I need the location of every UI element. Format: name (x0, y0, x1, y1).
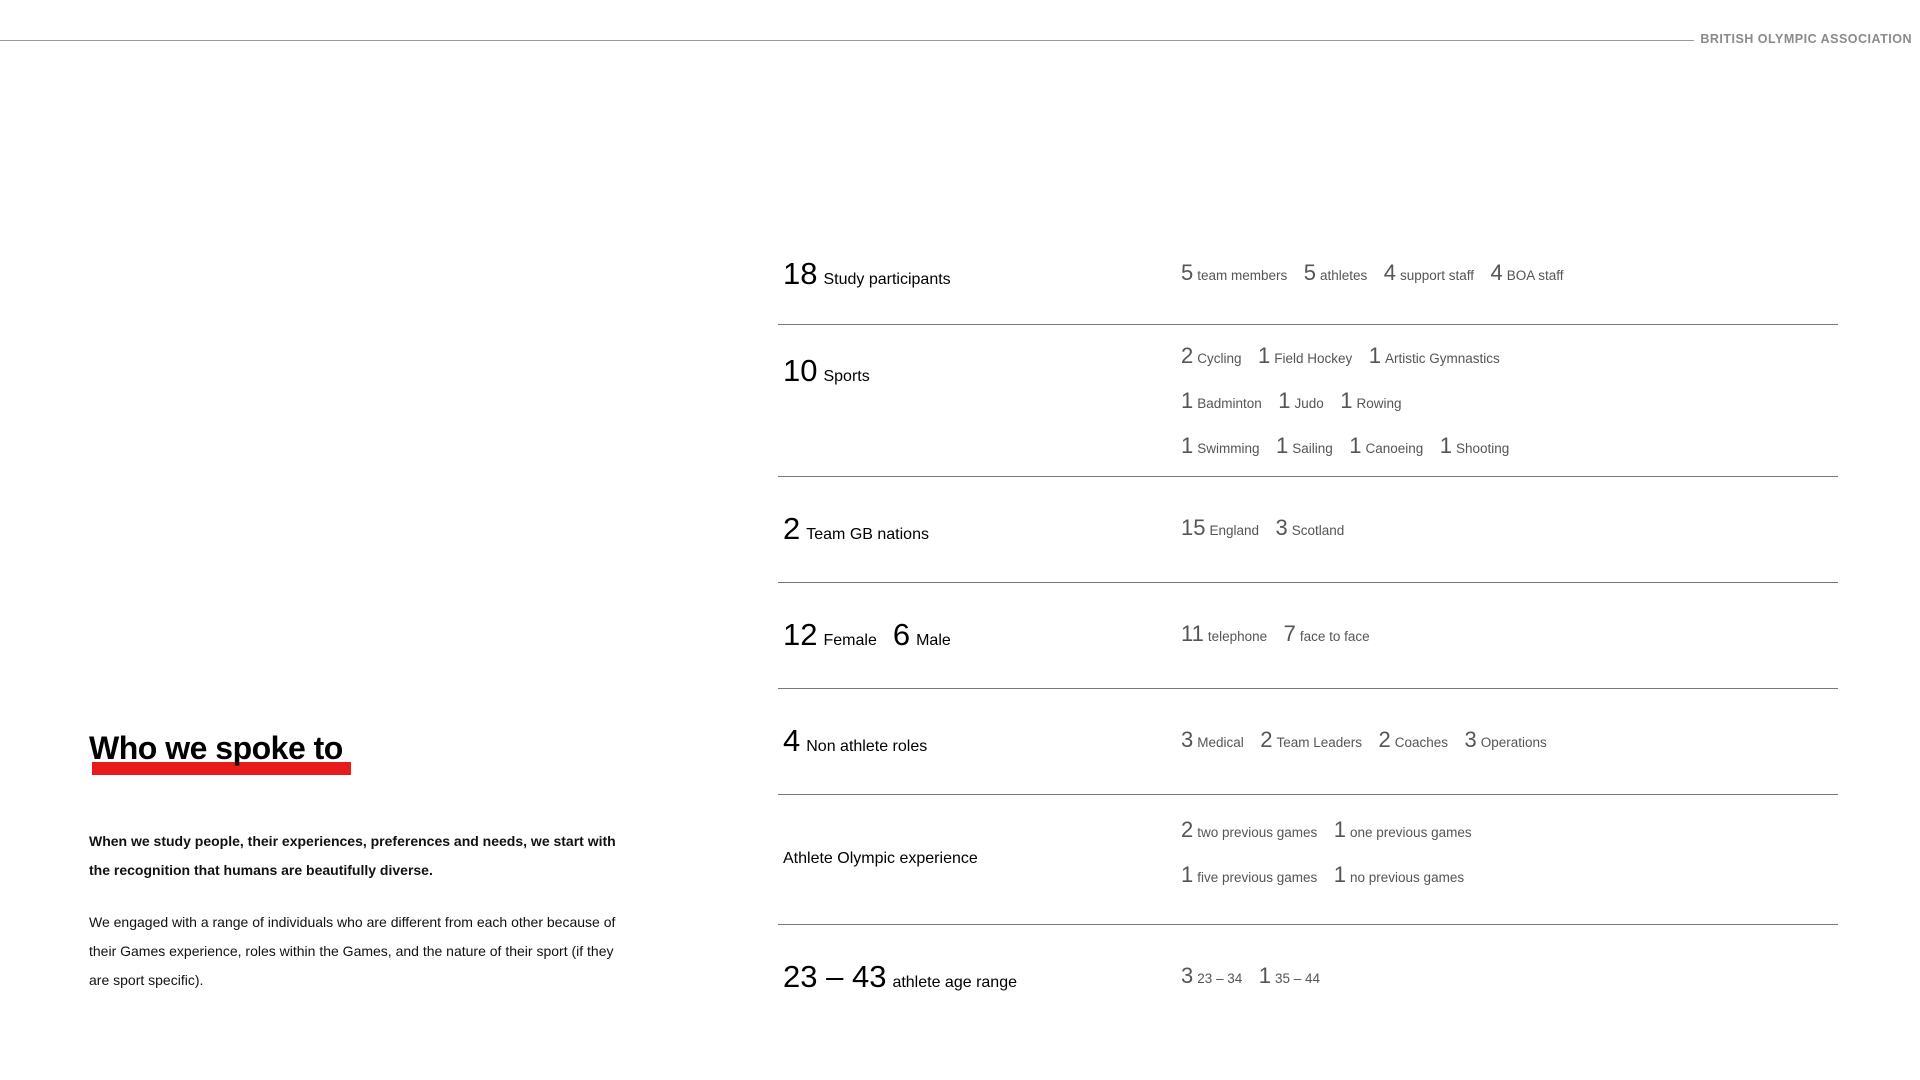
row-details (1181, 717, 1559, 762)
detail-item (1181, 817, 1318, 842)
detail-text: Cycling (1197, 351, 1242, 366)
detail-number: 1 (1368, 343, 1381, 368)
detail-item (1490, 260, 1564, 285)
detail-number: 1 (1333, 817, 1347, 842)
detail-line (1181, 505, 1356, 550)
detail-item (1260, 727, 1363, 752)
label-number: 10 (783, 353, 818, 388)
intro-paragraph: We engaged with a range of individuals who are different from each other because of their Games experience, roles within the Games, and the nature of their sport (if they are sport specific). (89, 914, 616, 988)
detail-number: 11 (1181, 621, 1204, 646)
stat-row-non-athlete-roles (778, 689, 1838, 795)
detail-line (1181, 717, 1559, 762)
stat-row-participants (778, 228, 1838, 325)
detail-line (1181, 423, 1521, 468)
detail-number: 3 (1275, 515, 1288, 540)
label-text: Non athlete roles (806, 738, 928, 755)
detail-text: Badminton (1197, 396, 1262, 411)
detail-number: 2 (1378, 727, 1391, 752)
detail-text: Sailing (1292, 441, 1333, 456)
organization-name: BRITISH OLYMPIC ASSOCIATION (1700, 32, 1912, 46)
detail-text: telephone (1207, 629, 1268, 644)
detail-text: 35 – 44 (1275, 971, 1321, 986)
detail-text: Swimming (1197, 441, 1260, 456)
detail-number: 2 (1181, 343, 1194, 368)
detail-number: 2 (1260, 727, 1273, 752)
detail-number: 3 (1464, 727, 1477, 752)
label-number: 4 (783, 723, 801, 758)
label-text: Study participants (823, 271, 951, 288)
detail-number: 1 (1275, 433, 1289, 458)
detail-number: 5 (1303, 260, 1316, 285)
row-label (783, 723, 927, 759)
row-label (783, 959, 1017, 995)
row-details (1181, 333, 1521, 468)
detail-number: 15 (1181, 515, 1206, 540)
detail-item (1383, 260, 1475, 285)
detail-text: team members (1197, 268, 1288, 283)
row-details (1181, 505, 1356, 550)
detail-number: 1 (1340, 388, 1353, 413)
detail-number: 1 (1181, 388, 1194, 413)
detail-text: five previous games (1197, 870, 1318, 885)
label-text: Sports (823, 368, 870, 385)
detail-line (1181, 250, 1576, 295)
detail-item (1368, 343, 1500, 368)
detail-item (1181, 515, 1260, 540)
label-number: 12 (783, 617, 818, 652)
label-text: Team GB nations (806, 526, 929, 543)
detail-item (1333, 862, 1465, 887)
label-text: Athlete Olympic experience (783, 850, 978, 867)
label-text: athlete age range (892, 974, 1017, 991)
detail-number: 1 (1181, 433, 1194, 458)
detail-number: 1 (1181, 862, 1194, 887)
detail-text: Medical (1197, 735, 1244, 750)
detail-item (1181, 963, 1243, 988)
detail-text: support staff (1399, 268, 1475, 283)
row-label (783, 256, 951, 292)
detail-number: 1 (1349, 433, 1362, 458)
row-label (783, 511, 929, 547)
detail-number: 1 (1333, 862, 1347, 887)
intro-paragraph-bold: When we study people, their experiences, preferences and needs, we start with the recognition that humans are beautifully diverse. (89, 833, 616, 878)
detail-text: face to face (1299, 629, 1370, 644)
detail-text: England (1209, 523, 1260, 538)
detail-item (1257, 343, 1353, 368)
detail-item (1258, 963, 1321, 988)
detail-item (1283, 621, 1370, 646)
detail-line (1181, 852, 1484, 897)
detail-text: BOA staff (1506, 268, 1564, 283)
row-label (783, 850, 978, 868)
detail-text: two previous games (1197, 825, 1318, 840)
section-heading: Who we spoke to (89, 730, 343, 766)
detail-item (1181, 862, 1318, 887)
stats-table (778, 228, 1838, 1015)
detail-item (1349, 433, 1424, 458)
detail-number: 4 (1383, 260, 1396, 285)
row-details (1181, 611, 1382, 656)
label-text: Male (916, 632, 951, 649)
detail-text: athletes (1319, 268, 1368, 283)
detail-number: 5 (1181, 260, 1194, 285)
detail-item (1181, 621, 1268, 646)
detail-line (1181, 953, 1332, 998)
detail-item (1278, 388, 1324, 413)
detail-item (1181, 727, 1244, 752)
detail-number: 2 (1181, 817, 1194, 842)
detail-text: Rowing (1356, 396, 1402, 411)
top-divider (0, 40, 1694, 41)
detail-text: Shooting (1455, 441, 1510, 456)
detail-item (1378, 727, 1449, 752)
detail-number: 4 (1490, 260, 1503, 285)
detail-text: Artistic Gymnastics (1384, 351, 1500, 366)
detail-item (1275, 433, 1333, 458)
detail-item (1181, 388, 1262, 413)
label-number: 6 (892, 617, 911, 652)
detail-text: Coaches (1394, 735, 1449, 750)
row-details (1181, 953, 1332, 998)
detail-number: 3 (1181, 727, 1194, 752)
detail-number: 1 (1257, 343, 1271, 368)
detail-item (1333, 817, 1472, 842)
stat-row-gender (778, 583, 1838, 689)
stat-row-age-range (778, 925, 1838, 1015)
stat-row-olympic-experience (778, 795, 1838, 925)
detail-item (1340, 388, 1402, 413)
detail-item (1303, 260, 1368, 285)
detail-text: one previous games (1350, 825, 1472, 840)
detail-number: 3 (1181, 963, 1194, 988)
detail-text: Judo (1294, 396, 1324, 411)
detail-item (1275, 515, 1345, 540)
detail-text: Canoeing (1365, 441, 1424, 456)
detail-line (1181, 333, 1521, 378)
stat-row-nations (778, 477, 1838, 583)
detail-text: no previous games (1350, 870, 1465, 885)
label-number: 18 (783, 256, 818, 291)
detail-text: Operations (1480, 735, 1547, 750)
section-heading-block (89, 730, 343, 767)
row-details (1181, 250, 1576, 295)
detail-line (1181, 611, 1382, 656)
detail-number: 1 (1258, 963, 1271, 988)
stat-row-sports (778, 325, 1838, 477)
label-number: 23 – 43 (783, 959, 887, 994)
detail-text: Scotland (1291, 523, 1345, 538)
detail-item (1181, 260, 1288, 285)
detail-item (1464, 727, 1547, 752)
detail-text: 23 – 34 (1197, 971, 1243, 986)
row-details (1181, 807, 1484, 897)
detail-item (1181, 433, 1260, 458)
label-text: Female (823, 632, 877, 649)
detail-line (1181, 807, 1484, 852)
detail-number: 7 (1283, 621, 1296, 646)
detail-line (1181, 378, 1521, 423)
row-label (783, 617, 951, 653)
detail-text: Field Hockey (1274, 351, 1353, 366)
row-label (783, 353, 870, 389)
detail-text: Team Leaders (1276, 735, 1363, 750)
detail-item (1439, 433, 1510, 458)
detail-number: 1 (1278, 388, 1291, 413)
detail-item (1181, 343, 1242, 368)
detail-number: 1 (1439, 433, 1452, 458)
label-number: 2 (783, 511, 801, 546)
